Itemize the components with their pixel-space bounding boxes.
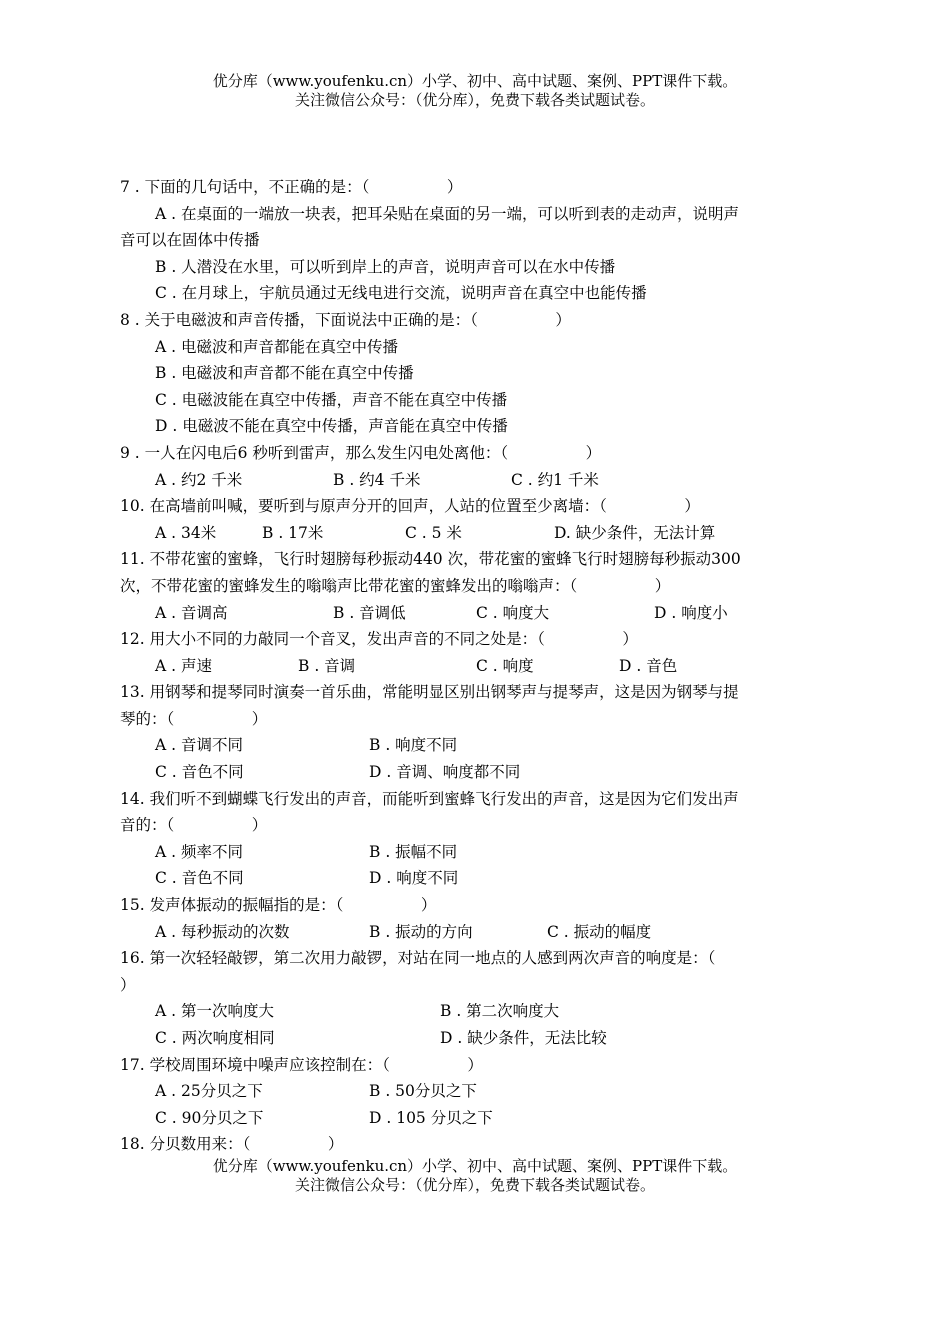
question-10-option-b: B . 17米 — [262, 523, 324, 542]
question-7-option-c: C . 在月球上，宇航员通过无线电进行交流，说明声音在真空中也能传播 — [155, 284, 647, 303]
question-13-option-a: A . 音调不同 — [155, 736, 243, 755]
question-15-option-c: C . 振动的幅度 — [547, 922, 652, 941]
question-14-option-d: D . 响度不同 — [369, 869, 459, 888]
question-13-options-row1 — [120, 732, 838, 759]
question-8-option-c: C . 电磁波能在真空中传播，声音不能在真空中传播 — [155, 390, 508, 409]
question-13-options-row2 — [120, 759, 838, 786]
question-11-options — [120, 600, 838, 627]
question-7-option-a: A . 在桌面的一端放一块表，把耳朵贴在桌面的另一端，可以听到表的走动声，说明声 — [155, 204, 739, 223]
question-9-option-a: A . 约2 千米 — [155, 470, 243, 489]
footer-line-1: 优分库（www.youfenku.cn）小学、初中、高中试题、案例、PPT课件下载。 — [212, 1157, 738, 1175]
question-9-option-c: C . 约1 千米 — [511, 470, 599, 489]
question-14-option-c: C . 音色不同 — [155, 869, 244, 888]
question-16-stem: 16. 第一次轻轻敲锣，第二次用力敲锣，对站在同一地点的人感到两次声音的响度是：（ — [120, 949, 716, 968]
question-11-option-a: A . 音调高 — [155, 603, 228, 622]
question-17-option-c: C . 90分贝之下 — [155, 1108, 264, 1127]
question-10-options — [120, 520, 838, 547]
question-12-option-d: D . 音色 — [619, 656, 678, 675]
question-12-option-a: A . 声速 — [155, 656, 212, 675]
question-17-options-row1 — [120, 1078, 838, 1105]
question-14-option-a: A . 频率不同 — [155, 842, 243, 861]
question-15-option-b: B . 振动的方向 — [369, 922, 473, 941]
question-13-stem-cont: 琴的：（ ） — [120, 709, 268, 728]
question-17-option-a: A . 25分贝之下 — [155, 1082, 263, 1101]
page-header — [0, 72, 950, 110]
question-16-options-row2 — [120, 1025, 838, 1052]
question-16-stem-cont: ） — [120, 975, 136, 994]
question-17-option-b: B . 50分贝之下 — [369, 1082, 477, 1101]
question-13-stem: 13. 用钢琴和提琴同时演奏一首乐曲，常能明显区别出钢琴声与提琴声，这是因为钢琴与提 — [120, 683, 739, 702]
question-11-option-c: C . 响度大 — [476, 603, 550, 622]
question-10-option-d: D. 缺少条件，无法计算 — [554, 523, 716, 542]
header-line-1: 优分库（www.youfenku.cn）小学、初中、高中试题、案例、PPT课件下载。 — [212, 72, 738, 90]
question-17-options-row2 — [120, 1105, 838, 1132]
question-11-option-d: D . 响度小 — [654, 603, 728, 622]
footer-line-2: 关注微信公众号：（优分库），免费下载各类试题试卷。 — [294, 1176, 655, 1194]
question-11-stem: 11. 不带花蜜的蜜蜂，飞行时翅膀每秒振动440 次，带花蜜的蜜蜂飞行时翅膀每秒振动300 — [120, 550, 741, 569]
question-7-option-b: B . 人潜没在水里，可以听到岸上的声音，说明声音可以在水中传播 — [155, 257, 616, 276]
question-11-option-b: B . 音调低 — [333, 603, 406, 622]
question-7-stem: 7 . 下面的几句话中，不正确的是：（ ） — [120, 178, 463, 196]
question-16-options-row1 — [120, 998, 838, 1025]
question-11-stem-cont: 次，不带花蜜的蜜蜂发生的嗡嗡声比带花蜜的蜜蜂发出的嗡嗡声：（ ） — [120, 576, 671, 595]
question-18-stem: 18. 分贝数用来：（ ） — [120, 1135, 344, 1154]
question-13-option-d: D . 音调、响度都不同 — [369, 763, 521, 782]
question-14-options-row2 — [120, 865, 838, 892]
question-9-stem: 9 . 一人在闪电后6 秒听到雷声，那么发生闪电处离他：（ ） — [120, 443, 602, 462]
question-15-stem: 15. 发声体振动的振幅指的是：（ ） — [120, 896, 437, 915]
question-12-option-c: C . 响度 — [476, 656, 534, 675]
question-15-option-a: A . 每秒振动的次数 — [155, 922, 290, 941]
question-8-option-a: A . 电磁波和声音都能在真空中传播 — [155, 337, 398, 356]
question-8-stem: 8 . 关于电磁波和声音传播，下面说法中正确的是：（ ） — [120, 310, 571, 329]
question-17-stem: 17. 学校周围环境中噪声应该控制在：（ ） — [120, 1055, 483, 1074]
question-17-option-d: D . 105 分贝之下 — [369, 1108, 493, 1127]
question-9-options — [120, 467, 838, 494]
question-10-stem: 10. 在高墙前叫喊，要听到与原声分开的回声，人站的位置至少离墙：（ ） — [120, 497, 700, 516]
question-list — [120, 174, 838, 1158]
question-14-option-b: B . 振幅不同 — [369, 842, 458, 861]
header-line-2: 关注微信公众号：（优分库），免费下载各类试题试卷。 — [294, 91, 655, 109]
question-14-options-row1 — [120, 839, 838, 866]
question-8-option-b: B . 电磁波和声音都不能在真空中传播 — [155, 364, 414, 383]
question-13-option-b: B . 响度不同 — [369, 736, 458, 755]
question-16-option-c: C . 两次响度相同 — [155, 1029, 275, 1047]
question-9-option-b: B . 约4 千米 — [333, 470, 421, 489]
question-8-option-d: D . 电磁波不能在真空中传播，声音能在真空中传播 — [155, 417, 508, 436]
question-13-option-c: C . 音色不同 — [155, 763, 244, 782]
question-10-option-c: C . 5 米 — [405, 523, 462, 542]
page-footer — [0, 1157, 950, 1195]
question-15-options — [120, 919, 838, 946]
question-16-option-d: D . 缺少条件，无法比较 — [440, 1029, 607, 1047]
question-16-option-b: B . 第二次响度大 — [440, 1002, 560, 1021]
question-16-option-a: A . 第一次响度大 — [155, 1002, 274, 1021]
question-12-options — [120, 653, 838, 680]
question-12-option-b: B . 音调 — [298, 656, 356, 675]
question-14-stem-cont: 音的：（ ） — [120, 816, 268, 835]
question-14-stem: 14. 我们听不到蝴蝶飞行发出的声音，而能听到蜜蜂飞行发出的声音，这是因为它们发出声 — [120, 789, 739, 808]
question-10-option-a: A . 34米 — [155, 523, 217, 542]
question-12-stem: 12. 用大小不同的力敲同一个音叉，发出声音的不同之处是：（ ） — [120, 630, 638, 649]
question-7-option-a-cont: 音可以在固体中传播 — [120, 231, 260, 250]
